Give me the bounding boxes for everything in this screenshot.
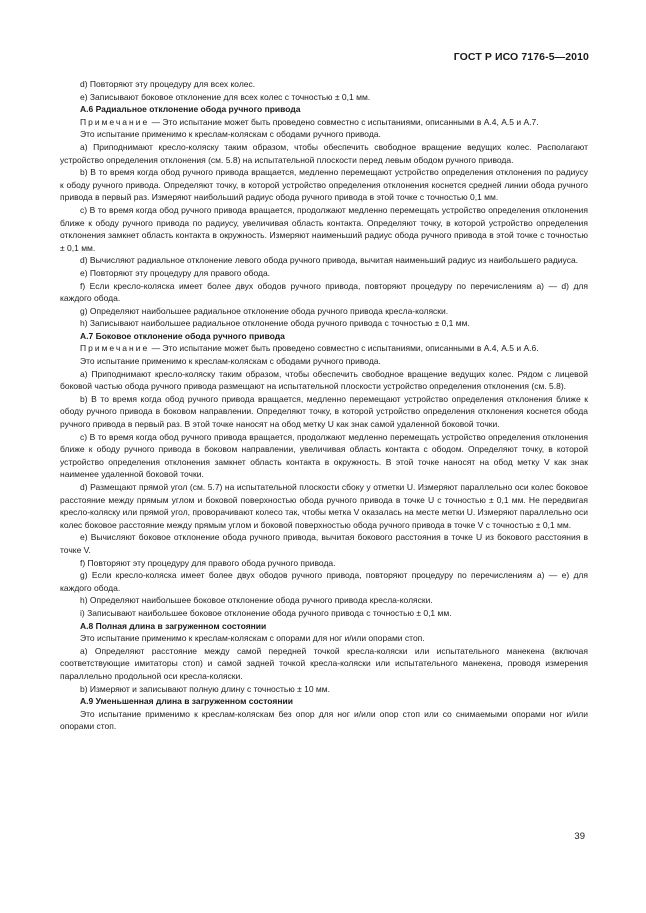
body-paragraph: Это испытание применимо к креслам-коляскам без опор для ног и/или опор стоп или со снимаемыми опорами ног и/или опорами стоп. — [60, 708, 588, 732]
note-text: — Это испытание может быть проведено совместно с испытаниями, описанными в А.4, А.5 и А.6. — [149, 343, 539, 354]
note-text: — Это испытание может быть проведено совместно с испытаниями, описанными в А.4, А.5 и А.7. — [149, 116, 539, 127]
section-heading: А.6 Радиальное отклонение обода ручного привода — [80, 104, 301, 115]
section-heading: А.8 Полная длина в загруженном состоянии — [80, 620, 267, 631]
body-paragraph: Это испытание применимо к креслам-коляскам с опорами для ног и/или опорами стоп. — [80, 633, 425, 644]
body-paragraph: b) В то время когда обод ручного привода вращается, медленно перемещают устройство определения отклонения ближе к ободу ручного привода в боковом направлении. Определяют точку, в которой устройство определения отклонения коснется обода ручного привода в первый раз. В этой точке наносят на обод метку U как знак самой удаленной боковой точки. — [60, 393, 588, 430]
note-label: Примечание — [80, 343, 150, 354]
body-paragraph: i) Записывают наибольшее боковое отклонение обода ручного привода с точностью ± 0,1 мм. — [80, 607, 452, 618]
body-paragraph: c) В то время когда обод ручного привода вращается, продолжают медленно перемещать устройство определения отклонения ближе к ободу ручного привода в боковом направлении, увеличивая область контакта с ободом. Определяют точку, в которой устройство определения отклонения замкнет область контакта в окружность. В этой точке наносят на обод метку V как знак наименее удаленной боковой точки. — [60, 431, 588, 480]
body-paragraph: e) Вычисляют боковое отклонение обода ручного привода, вычитая бокового расстояния в точке U из бокового расстояния в точке V. — [60, 532, 588, 555]
body-paragraph: d) Повторяют эту процедуру для всех колес. — [80, 79, 256, 89]
note-paragraph — [60, 342, 588, 355]
body-paragraph: Это испытание применимо к креслам-коляскам с ободами ручного привода. — [80, 356, 381, 367]
body-paragraph: h) Определяют наибольшее боковое отклонение обода ручного привода кресла-коляски. — [80, 595, 433, 606]
body-paragraph: a) Приподнимают кресло-коляску таким образом, чтобы обеспечить свободное вращение ведущих колес. Располагают устройство определения отклонения (см. 5.8) на испытательной плоскости перед левым ободом ручного привода. — [60, 141, 588, 165]
body-paragraph: b) В то время когда обод ручного привода вращается, медленно перемещают устройство определения отклонения по радиусу к ободу ручного привода. Определяют точку, в которой устройство определения отклонения коснется средней линии обода ручного привода в первый раз. Измеряют наибольший радиус обода ручного привода в этой точке с точностью 0,1 мм. — [60, 167, 588, 203]
body-paragraph: f) Повторяют эту процедуру для правого обода ручного привода. — [80, 557, 336, 568]
body-paragraph: e) Повторяют эту процедуру для правого обода. — [80, 267, 271, 278]
body-paragraph: g) Если кресло-коляска имеет более двух ободов ручного привода, повторяют процедуру по перечислениям а) — е) для каждого обода. — [60, 570, 588, 593]
body-paragraph: f) Если кресло-коляска имеет более двух ободов ручного привода, повторяют процедуру по перечислениям а) — d) для каждого обода. — [60, 280, 588, 304]
body-paragraph: a) Определяют расстояние между самой передней точкой кресла-коляски или испытательного манекена (включая соответствующие имитаторы стоп) и самой задней точкой кресла-коляски или испытательного манекена, проводя измерения параллельно продольной оси кресла-коляски. — [60, 645, 588, 681]
body-paragraph: b) Измеряют и записывают полную длину с точностью ± 10 мм. — [80, 683, 330, 694]
note-label: Примечание — [80, 116, 150, 127]
document-standard-id: ГОСТ Р ИСО 7176-5—2010 — [453, 51, 589, 63]
document-body — [60, 78, 588, 733]
body-paragraph: h) Записывают наибольшее радиальное отклонение обода ручного привода с точностью ± 0,1 мм. — [80, 318, 470, 329]
body-paragraph: g) Определяют наибольшее радиальное отклонение обода ручного привода кресла-коляски. — [80, 305, 449, 316]
section-heading: А.9 Уменьшенная длина в загруженном состоянии — [80, 696, 293, 707]
body-paragraph: d) Вычисляют радиальное отклонение левого обода ручного привода, вычитая наименьший радиус из наибольшего радиуса. — [80, 255, 579, 266]
body-paragraph: c) В то время когда обод ручного привода вращается, продолжают медленно перемещать устройство определения отклонения ближе к ободу ручного привода по радиусу, увеличивая область контакта. Определяют точку, в которой устройство определения отклонения замкнет область контакта в окружность. Измеряют наименьший радиус обода ручного привода в этой точке с точностью ± 0,1 мм. — [60, 204, 588, 253]
page-number: 39 — [574, 831, 585, 842]
body-paragraph: Это испытание применимо к креслам-коляскам с ободами ручного привода. — [80, 129, 381, 140]
body-paragraph: d) Размещают прямой угол (см. 5.7) на испытательной плоскости сбоку у отметки U. Измеряют параллельно оси колес боковое расстояние между прямым углом и боковой поверхностью обода ручного привода в точке U с точностью ± 0,1 мм. Не передвигая кресло-коляску или прямой угол, проворачивают колесо так, чтобы метка V оказалась на месте метки U. Измеряют параллельно оси колес боковое расстояние между прямым углом и боковой поверхностью обода ручного привода в точке V с точностью ± 0,1 мм. — [60, 482, 588, 530]
body-paragraph: a) Приподнимают кресло-коляску таким образом, чтобы обеспечить свободное вращение ведущих колес. Рядом с лицевой боковой частью обода ручного привода размещают на испытательной плоскости устройство определения отклонения (см. 5.8). — [60, 368, 588, 392]
note-paragraph — [60, 116, 588, 129]
section-heading: А.7 Боковое отклонение обода ручного привода — [80, 330, 285, 341]
body-paragraph: e) Записывают боковое отклонение для всех колес с точностью ± 0,1 мм. — [80, 91, 371, 102]
